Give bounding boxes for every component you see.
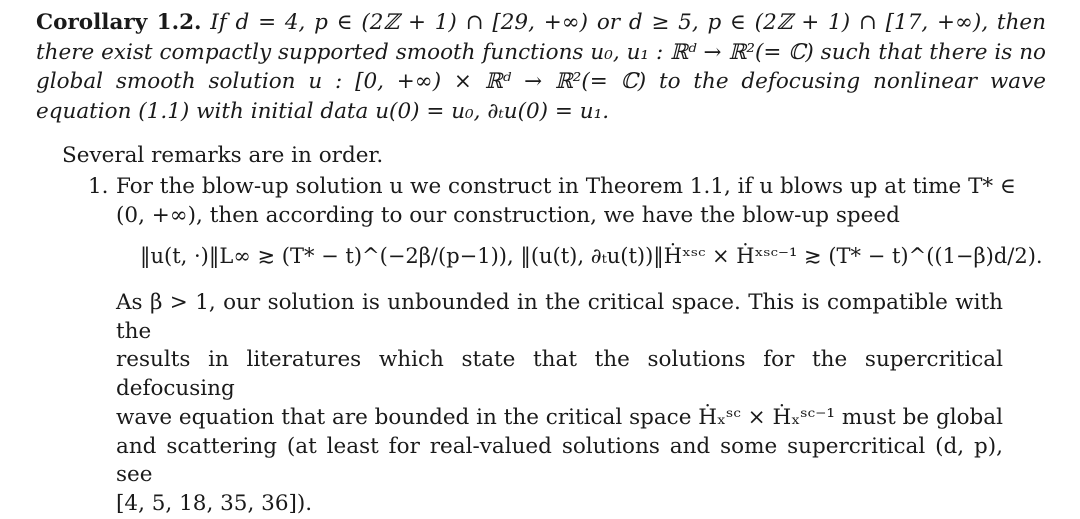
display-equation: ‖u(t, ·)‖L∞ ≳ (T* − t)^(−2β/(p−1)), ‖(u(t), ∂ₜu(t))‖Ḣˣˢᶜ × Ḣˣˢᶜ⁻¹ ≳ (T* − t)^((1−β)d/2). (140, 244, 1043, 268)
remarks-intro: Several remarks are in order. (62, 143, 384, 168)
corollary-label: Corollary 1.2. (36, 10, 202, 35)
list-item-number: 1. (88, 174, 109, 199)
paragraph-line: wave equation that are bounded in the critical space Ḣₓˢᶜ × Ḣₓˢᶜ⁻¹ must be global (116, 404, 1003, 430)
paragraph-line: [4, 5, 18, 35, 36]). (116, 490, 313, 516)
remark-paragraph (116, 289, 1003, 519)
corollary-statement (36, 8, 1046, 126)
list-item-line: For the blow-up solution u we construct in Theorem 1.1, if u blows up at time T* ∈ (116, 174, 1016, 199)
corollary-body: If d = 4, p ∈ (2ℤ + 1) ∩ [29, +∞) or d ≥ 5, p ∈ (2ℤ + 1) ∩ [17, +∞), then there exist compactly supported smooth functions u₀, u₁ : ℝᵈ → ℝ²(= ℂ) such that there is no global smooth solution u : [0, +∞) × ℝᵈ → ℝ²(= ℂ) to the defocusing nonlinear wave equation (1.1) with initial data u(0) = u₀, ∂ₜu(0) = u₁. (36, 10, 1046, 124)
list-item-line: (0, +∞), then according to our construction, we have the blow-up speed (116, 203, 900, 228)
paragraph-line: and scattering (at least for real-valued solutions and some supercritical (d, p), see (116, 433, 1003, 488)
paragraph-line: As β > 1, our solution is unbounded in the critical space. This is compatible with the (116, 290, 1003, 344)
paragraph-line: results in literatures which state that the solutions for the supercritical defocusing (116, 347, 1003, 402)
